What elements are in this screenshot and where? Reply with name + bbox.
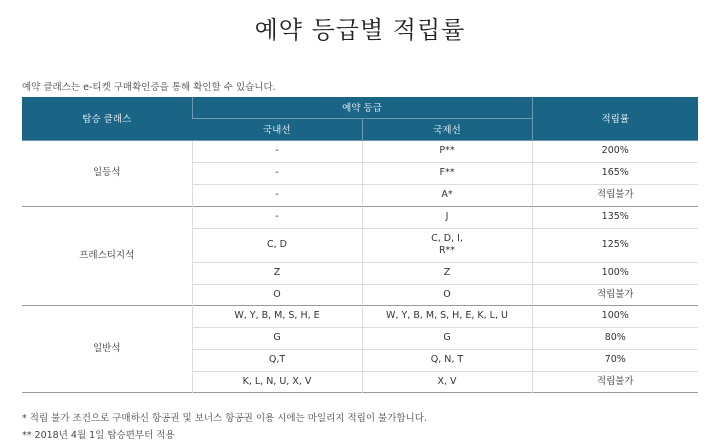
footnotes [22, 410, 427, 444]
international-cell: J [362, 206, 532, 228]
domestic-cell: - [192, 184, 362, 206]
domestic-cell: - [192, 140, 362, 162]
table-body [22, 140, 698, 392]
intro-text: 예약 클래스는 e-티켓 구매확인증을 통해 확인할 수 있습니다. [22, 82, 276, 93]
rate-cell: 70% [532, 349, 698, 371]
rate-cell: 200% [532, 140, 698, 162]
header-international: 국제선 [362, 118, 532, 140]
international-cell: X, V [362, 371, 532, 392]
international-cell: P** [362, 140, 532, 162]
domestic-cell: K, L, N, U, X, V [192, 371, 362, 392]
international-cell: G [362, 327, 532, 349]
domestic-cell: Q,T [192, 349, 362, 371]
international-cell: C, D, I, R** [362, 228, 532, 262]
international-cell: O [362, 284, 532, 305]
header-rate: 적립률 [532, 97, 698, 140]
international-cell: W, Y, B, M, S, H, E, K, L, U [362, 305, 532, 327]
class-cell: 일반석 [22, 305, 192, 392]
rate-cell: 적립불가 [532, 284, 698, 305]
rate-cell: 적립불가 [532, 184, 698, 206]
domestic-cell: C, D [192, 228, 362, 262]
domestic-cell: W, Y, B, M, S, H, E [192, 305, 362, 327]
rate-cell: 165% [532, 162, 698, 184]
rate-cell: 80% [532, 327, 698, 349]
table-row [22, 305, 698, 327]
rate-cell: 100% [532, 262, 698, 284]
header-domestic: 국내선 [192, 118, 362, 140]
international-cell: Q, N, T [362, 349, 532, 371]
rate-cell: 135% [532, 206, 698, 228]
international-cell: Z [362, 262, 532, 284]
table-row [22, 206, 698, 228]
rate-cell: 100% [532, 305, 698, 327]
header-booking: 예약 등급 [192, 97, 532, 118]
rate-cell: 적립불가 [532, 371, 698, 392]
class-cell: 일등석 [22, 140, 192, 206]
domestic-cell: Z [192, 262, 362, 284]
domestic-cell: - [192, 162, 362, 184]
international-cell: A* [362, 184, 532, 206]
footnote: * 적립 불가 조건으로 구매하신 항공권 및 보너스 항공권 이용 시에는 마일리지 적립이 불가합니다. [22, 413, 427, 424]
domestic-cell: - [192, 206, 362, 228]
header-class: 탑승 클래스 [22, 97, 192, 140]
footnote: ** 2018년 4월 1일 탑승편부터 적용 [22, 430, 175, 441]
table-row [22, 140, 698, 162]
domestic-cell: G [192, 327, 362, 349]
page-title: 예약 등급별 적립률 [254, 16, 466, 44]
rate-cell: 125% [532, 228, 698, 262]
class-cell: 프레스티지석 [22, 206, 192, 305]
mileage-rate-table [22, 97, 698, 393]
international-cell: F** [362, 162, 532, 184]
domestic-cell: O [192, 284, 362, 305]
